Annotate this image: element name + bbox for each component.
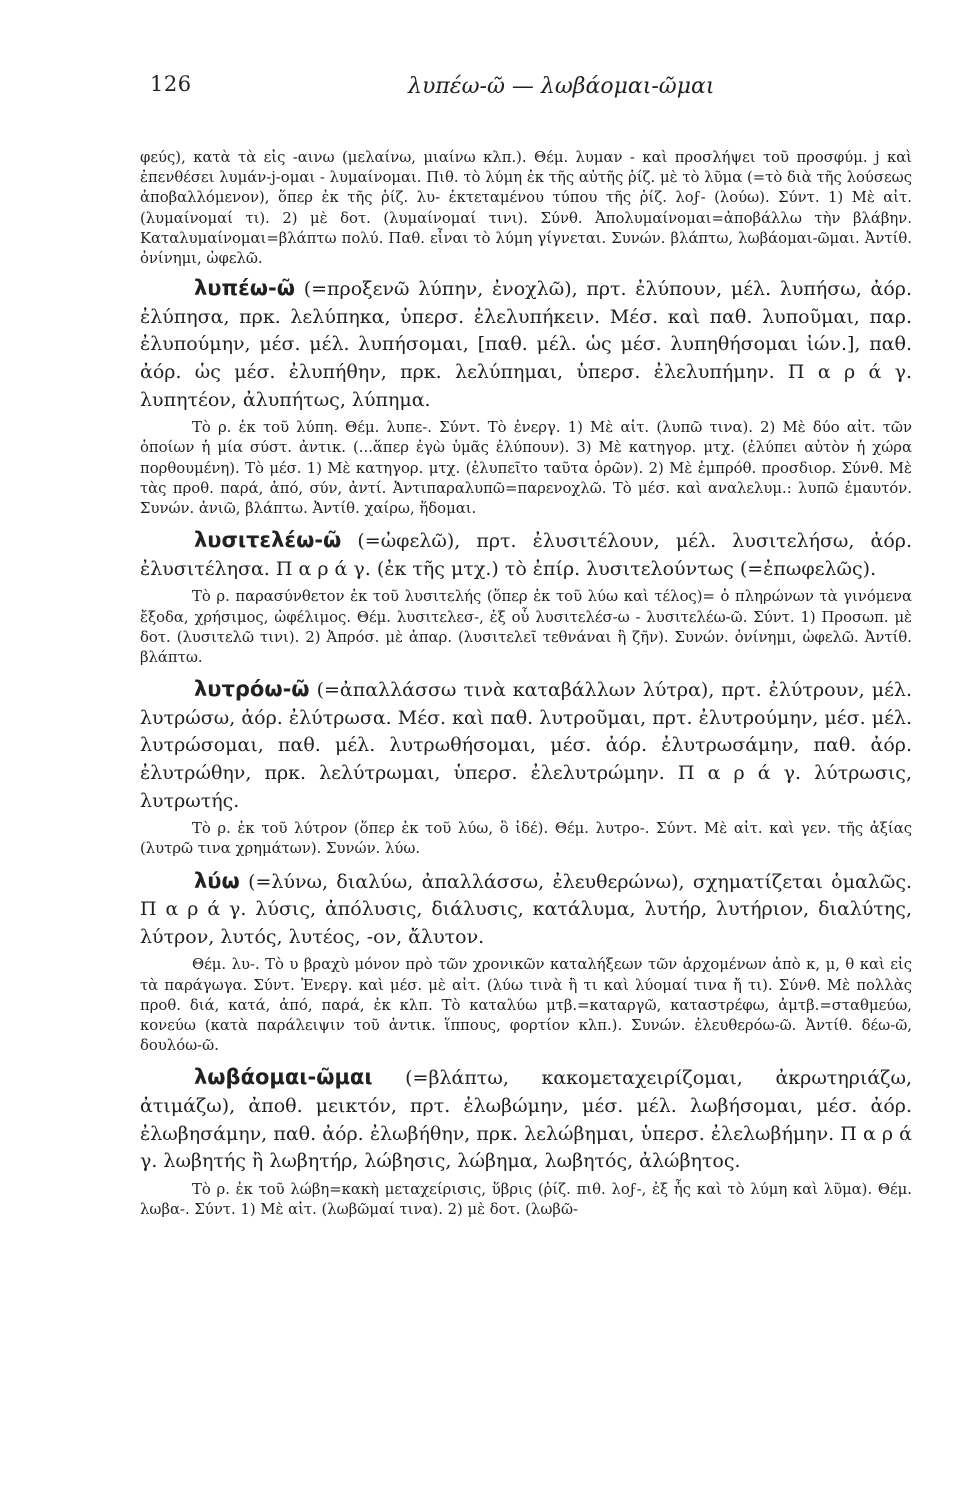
entry-notes: Τὸ ρ. ἐκ τοῦ λύτρον (ὅπερ ἐκ τοῦ λύω, ὃ ἰδέ). Θέμ. λυτρο-. Σύντ. Μὲ αἰτ. καὶ γεν. τῆς ἀξίας (λυτρῶ τινα χρημάτων). Συνών. λύω.: [140, 820, 912, 858]
running-title: λυπέω-ῶ — λωβάομαι-ῶμαι: [408, 74, 715, 99]
entry-definition: (=προξενῶ λύπην, ἐνοχλῶ), πρτ. ἐλύπουν, μέλ. λυπήσω, ἀόρ. ἐλύπησα, πρκ. λελύπηκα, ὑπερσ. ἐλελυπήκειν. Μέσ. καὶ παθ. λυποῦμαι, παρ. ἐλυπούμην, μέσ. μέλ. λυπήσομαι, [παθ. μέλ. ὡς μέσ. λυπηθήσομαι ἰών.], παθ. ἀόρ. ὡς μέσ. ἐλυπήθην, πρκ. λελύπημαι, ὑπερσ. ἐλελυπήμην. Π α ρ ά γ. λυπητέον, ἀλυπήτως, λύπημα.: [140, 278, 912, 411]
lemma-headword: λωβάομαι-ῶμαι: [194, 1065, 373, 1090]
lemma-headword: λυτρόω-ῶ: [194, 677, 310, 702]
entry-definition: (=λύνω, διαλύω, ἀπαλλάσσω, ἐλευθερώνω), σχηματίζεται ὁμαλῶς. Π α ρ ά γ. λύσις, ἀπόλυσις, διάλυσις, κατάλυμα, λυτήρ, λυτήριον, διαλύτης, λύτρον, λυτός, λυτέος, -ον, ἄλυτον.: [140, 870, 912, 948]
entry-definition: (=ὠφελῶ), πρτ. ἐλυσιτέλουν, μέλ. λυσιτελήσω, ἀόρ. ἐλυσιτέλησα. Π α ρ ά γ. (ἐκ τῆς μτχ.) τὸ ἐπίρ. λυσιτελούντως (=ἐπωφελῶς).: [140, 530, 912, 580]
entry-continuation-notes: φεύς), κατὰ τὰ εἰς -αινω (μελαίνω, μιαίνω κλπ.). Θέμ. λυμαν - καὶ προσλήψει τοῦ προσφύμ. j καὶ ἐπενθέσει λυμάν-j-ομαι - λυμαίνομαι. Πιθ. τὸ λύμη ἐκ τῆς αὐτῆς ῥίζ. μὲ τὸ λῦμα (=τὸ διὰ τῆς λούσεως ἀποβαλλόμενον), ὅπερ ἐκ τῆς ῥίζ. λυ- ἐκτεταμένου τύπου τῆς ῥίζ. λοϝ- (λούω). Σύντ. 1) Μὲ αἰτ. (λυμαίνομαί τι). 2) μὲ δοτ. (λυμαίνομαί τινι). Σύνθ. Ἀπολυμαίνομαι=ἀποβάλλω τὴν βλάβην. Καταλυμαίνομαι=βλάπτω πολύ. Παθ. εἶναι τὸ λύμη γίγνεται. Συνών. βλάπτω, λωβάομαι-ῶμαι. Ἀντίθ. ὀνίνημι, ὠφελῶ.: [140, 149, 912, 268]
dictionary-body: [140, 148, 912, 1220]
page-number: 126: [150, 72, 192, 96]
lemma-headword: λυπέω-ῶ: [194, 276, 295, 301]
page-header: [150, 72, 910, 112]
entry-lobaomai: [140, 1064, 912, 1175]
entry-notes: Τὸ ρ. παρασύνθετον ἐκ τοῦ λυσιτελής (ὅπερ ἐκ τοῦ λύω καὶ τέλος)= ὁ πληρώνων τὰ γινόμενα ἔξοδα, χρήσιμος, ὠφέλιμος. Θέμ. λυσιτελεσ-, ἐξ οὗ λυσιτελέσ-ω - λυσιτελέω-ῶ. Σύντ. 1) Προσωπ. μὲ δοτ. (λυσιτελῶ τινι). 2) Ἀπρόσ. μὲ ἀπαρ. (λυσιτελεῖ τεθνάναι ἢ ζῆν). Συνών. ὀνίνημι, ὠφελῶ. Ἀντίθ. βλάπτω.: [140, 588, 912, 666]
entry-definition: (=βλάπτω, κακομεταχειρίζομαι, ἀκρωτηριάζω, ἀτιμάζω), ἀποθ. μεικτόν, πρτ. ἐλωβώμην, μέσ. μέλ. λωβήσομαι, μέσ. ἀόρ. ἐλωβησάμην, παθ. ἀόρ. ἐλωβήθην, πρκ. λελώβημαι, ὑπερσ. ἐλελωβήμην. Π α ρ ά γ. λωβητής ἢ λωβητήρ, λώβησις, λώβημα, λωβητός, ἀλώβητος.: [140, 1067, 912, 1173]
entry-notes: Θέμ. λυ-. Τὸ υ βραχὺ μόνον πρὸ τῶν χρονικῶν καταλήξεων τῶν ἀρχομένων ἀπὸ κ, μ, θ καὶ εἰς τὰ παράγωγα. Σύντ. Ἐνεργ. καὶ μέσ. μὲ αἰτ. (λύω τινὰ ἢ τι καὶ λύομαί τινα ἤ τι). Σύνθ. Μὲ πολλὰς προθ. διά, κατά, ἀπό, παρά, ἐκ κλπ. Τὸ καταλύω μτβ.=καταργῶ, καταστρέφω, ἀμτβ.=σταθμεύω, κονεύω (κατὰ παράλειψιν τοῦ ἀντικ. ἵππους, φορτίον κλπ.). Συνών. ἐλευθερόω-ῶ. Ἀντίθ. δέω-ῶ, δουλόω-ῶ.: [140, 956, 912, 1055]
lemma-headword: λύω: [194, 868, 240, 893]
entry-notes: Τὸ ρ. ἐκ τοῦ λύπη. Θέμ. λυπε-. Σύντ. Τὸ ἐνεργ. 1) Μὲ αἰτ. (λυπῶ τινα). 2) Μὲ δύο αἰτ. τῶν ὁποίων ἡ μία σύστ. ἀντικ. (...ἅπερ ἐγὼ ὑμᾶς ἐλύπουν). 3) Μὲ κατηγορ. μτχ. (ἐλύπει αὐτὸν ἡ χώρα πορθουμένη). Τὸ μέσ. 1) Μὲ κατηγορ. μτχ. (ἐλυπεῖτο ταῦτα ὁρῶν). 2) Μὲ ἐμπρόθ. προσδιορ. Σύνθ. Μὲ τὰς προθ. παρά, ἀπό, σύν, ἀντί. Ἀντιπαραλυπῶ=παρενοχλῶ. Τὸ μέσ. καὶ αναλελυμ.: λυπῶ ἐμαυτόν. Συνών. ἀνιῶ, βλάπτω. Ἀντίθ. χαίρω, ἥδομαι.: [140, 419, 912, 517]
entry-lysiteleo: [140, 527, 912, 583]
entry-notes: Τὸ ρ. ἐκ τοῦ λώβη=κακὴ μεταχείρισις, ὕβρις (ῥίζ. πιθ. λοϝ-, ἐξ ἧς καὶ τὸ λύμη καὶ λῦμα). Θέμ. λωβα-. Σύντ. 1) Μὲ αἰτ. (λωβῶμαί τινα). 2) μὲ δοτ. (λωβῶ-: [140, 1180, 912, 1218]
entry-definition: (=ἀπαλλάσσω τινὰ καταβάλλων λύτρα), πρτ. ἐλύτρουν, μέλ. λυτρώσω, ἀόρ. ἐλύτρωσα. Μέσ. καὶ παθ. λυτροῦμαι, πρτ. ἐλυτρούμην, μέσ. μέλ. λυτρώσομαι, παθ. μέλ. λυτρωθήσομαι, μέσ. ἀόρ. ἐλυτρωσάμην, παθ. ἀόρ. ἐλυτρώθην, πρκ. λελύτρωμαι, ὑπερσ. ἐλελυτρώμην. Π α ρ ά γ. λύτρωσις, λυτρωτής.: [140, 679, 912, 812]
entry-lyo: [140, 868, 912, 952]
lemma-headword: λυσιτελέω-ῶ: [194, 528, 342, 553]
entry-lytroo: [140, 676, 912, 815]
entry-lypeo: [140, 275, 912, 414]
